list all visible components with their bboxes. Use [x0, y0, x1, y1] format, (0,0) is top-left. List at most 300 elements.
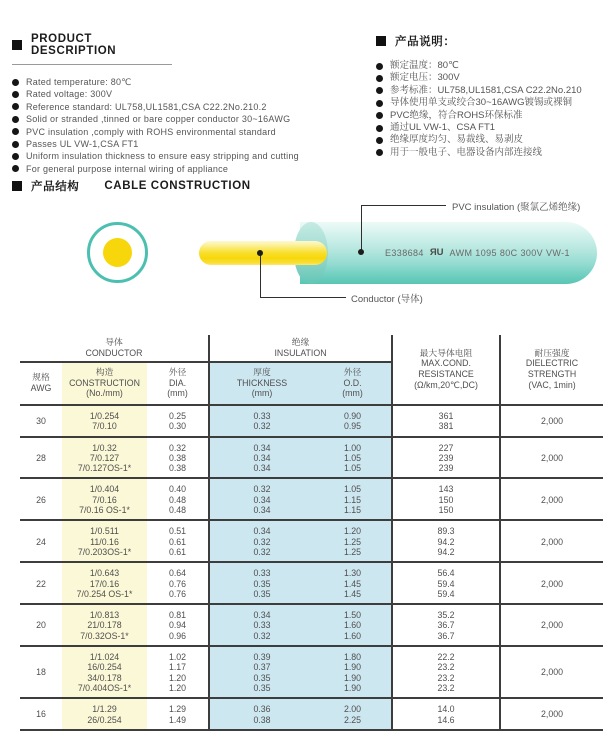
value-line: 1.29: [168, 704, 187, 715]
cable-print-spec: AWM 1095 80C 300V VW-1: [449, 247, 570, 258]
bullet-icon: [12, 153, 19, 160]
square-bullet-icon: [376, 36, 386, 46]
dielectric-header-line: (VAC, 1min): [528, 379, 576, 390]
resistance-header-line: (Ω/km,20℃,DC): [414, 379, 478, 390]
dia-cell: [147, 646, 209, 698]
resistance-column-header: [392, 335, 500, 405]
product-description-list: [12, 76, 370, 175]
value-line: 0.35: [253, 588, 271, 599]
value-line: 59.4: [437, 588, 455, 599]
value-line: 89.3: [437, 526, 455, 537]
thickness-cell: [209, 562, 314, 604]
value-line: 1.20: [168, 672, 187, 683]
value-line: 1.05: [343, 452, 362, 463]
list-item-text: Solid or stranded ,tinned or bare copper conductor 30~16AWG: [26, 114, 291, 125]
value-line: 1.45: [343, 578, 362, 589]
value-line: 2,000: [541, 578, 564, 589]
bullet-icon: [12, 165, 19, 172]
value-line: 0.40: [168, 484, 187, 495]
conductor-label: Conductor (导体): [351, 294, 423, 305]
od-cell: [314, 562, 392, 604]
value-line: 23.2: [437, 672, 455, 683]
value-line: 2,000: [541, 667, 564, 678]
list-item-text: 额定温度：80℃: [390, 60, 459, 71]
value-line: 0.48: [168, 505, 187, 516]
table-row: [20, 478, 603, 520]
bullet-icon: [376, 87, 383, 94]
value-line: 1.60: [343, 620, 362, 631]
awg-header-line: 规格: [32, 372, 50, 383]
list-item-text: 导体使用单支或绞合30~16AWG镀锡或裸铜: [390, 97, 573, 109]
thickness-cell: [209, 520, 314, 562]
value-line: 2,000: [541, 536, 564, 547]
awg-column-header: [20, 362, 62, 405]
dia-cell: [147, 520, 209, 562]
pvc-leader-line-horizontal: [361, 205, 446, 206]
value-line: 14.6: [437, 714, 455, 725]
value-line: 7/0.10: [92, 421, 117, 432]
value-line: 0.76: [168, 588, 187, 599]
od-header-line: 外径: [343, 367, 362, 378]
value-line: 239: [438, 452, 454, 463]
value-line: 0.95: [343, 421, 362, 432]
value-line: 18: [36, 667, 46, 678]
value-line: 17/0.16: [89, 578, 120, 589]
table-row: [20, 562, 603, 604]
list-item: [376, 60, 603, 72]
cable-conductor-body: [199, 241, 327, 265]
awg-cell: [20, 478, 62, 520]
value-line: 7/0.203OS-1*: [77, 546, 132, 557]
thickness-cell: [209, 646, 314, 698]
od-cell: [314, 478, 392, 520]
value-line: 0.32: [253, 536, 271, 547]
value-line: 0.34: [253, 526, 271, 537]
dia-cell: [147, 698, 209, 730]
value-line: 2,000: [541, 620, 564, 631]
spec-table-header: [20, 335, 603, 405]
thickness-header-line: (mm): [251, 388, 273, 399]
cable-construction-title: [12, 178, 251, 194]
value-line: 7/0.16: [92, 494, 117, 505]
construction-cell: [62, 698, 147, 730]
value-line: 20: [36, 620, 46, 631]
value-line: 24: [36, 536, 46, 547]
list-item: [12, 113, 370, 125]
value-line: 0.76: [168, 578, 187, 589]
value-line: 1.25: [343, 536, 362, 547]
value-line: 1.05: [343, 484, 362, 495]
construction-cell: [62, 520, 147, 562]
construction-column-header: [62, 362, 147, 405]
value-line: 1.49: [168, 714, 187, 725]
value-line: 30: [36, 416, 46, 427]
ul-recognized-mark-icon: ЯU: [429, 247, 444, 258]
value-line: 16: [36, 709, 46, 720]
value-line: 1.17: [168, 662, 187, 673]
value-line: 0.61: [168, 546, 187, 557]
insulation-group-header: [209, 335, 392, 362]
list-item: [376, 134, 603, 146]
insulation-group-zh: 绝缘: [291, 337, 310, 347]
square-bullet-icon: [12, 40, 22, 50]
value-line: 227: [438, 442, 454, 453]
product-description-cn-list: [376, 60, 603, 159]
value-line: 0.32: [253, 484, 271, 495]
value-line: 150: [438, 494, 454, 505]
value-line: 1.45: [343, 588, 362, 599]
list-item: [12, 150, 370, 162]
value-line: 23.2: [437, 682, 455, 693]
value-line: 2.25: [343, 714, 362, 725]
value-line: 150: [438, 505, 454, 516]
bullet-icon: [12, 141, 19, 148]
value-line: 56.4: [437, 568, 455, 579]
bullet-icon: [376, 149, 383, 156]
table-row: [20, 437, 603, 479]
value-line: 0.96: [168, 630, 187, 641]
list-item: [12, 76, 370, 88]
value-line: 1/0.32: [92, 442, 117, 453]
cable-print-legend: [385, 247, 599, 258]
resistance-cell: [392, 646, 500, 698]
pvc-leader-line-vertical: [361, 205, 362, 252]
list-item: [376, 97, 603, 109]
list-item-text: Rated voltage: 300V: [26, 89, 113, 100]
value-line: 1/0.254: [89, 410, 120, 421]
dielectric-header-line: STRENGTH: [527, 368, 577, 379]
table-row: [20, 604, 603, 646]
value-line: 35.2: [437, 610, 455, 621]
dia-cell: [147, 604, 209, 646]
bullet-icon: [376, 112, 383, 119]
dielectric-cell: [500, 604, 603, 646]
value-line: 1/1.024: [89, 652, 120, 663]
thickness-cell: [209, 698, 314, 730]
conductor-group-en: CONDUCTOR: [85, 347, 143, 358]
cable-cross-section-conductor: [103, 238, 132, 267]
table-row: [20, 405, 603, 437]
square-bullet-icon: [12, 181, 22, 191]
dia-cell: [147, 478, 209, 520]
value-line: 1.25: [343, 546, 362, 557]
value-line: 26: [36, 494, 46, 505]
list-item: [376, 122, 603, 134]
construction-cell: [62, 646, 147, 698]
od-cell: [314, 698, 392, 730]
awg-cell: [20, 562, 62, 604]
value-line: 0.35: [253, 672, 271, 683]
list-item-text: 用于一般电子、电器设备内部连接线: [390, 146, 543, 158]
value-line: 7/0.404OS-1*: [77, 682, 132, 693]
product-description-cn-title-text: 产品说明：: [395, 36, 456, 48]
value-line: 0.34: [253, 610, 271, 621]
value-line: 1.00: [343, 442, 362, 453]
value-line: 7/0.127: [89, 452, 120, 463]
value-line: 1.60: [343, 630, 362, 641]
awg-cell: [20, 646, 62, 698]
value-line: 26/0.254: [87, 714, 122, 725]
list-item: [12, 163, 370, 175]
bullet-icon: [376, 75, 383, 82]
value-line: 1.20: [168, 682, 187, 693]
list-item: [376, 147, 603, 159]
value-line: 11/0.16: [90, 536, 119, 547]
list-item-text: Passes UL VW-1,CSA FT1: [26, 139, 139, 150]
resistance-header-line: RESISTANCE: [418, 368, 474, 379]
value-line: 1.50: [343, 610, 362, 621]
conductor-leader-dot: [257, 250, 263, 256]
bullet-icon: [376, 125, 383, 132]
value-line: 36.7: [437, 630, 455, 641]
od-column-header: [314, 362, 392, 405]
thickness-column-header: [209, 362, 314, 405]
dia-header-line: (mm): [167, 388, 188, 399]
bullet-icon: [12, 103, 19, 110]
cable-construction-title-zh: 产品结构: [31, 181, 80, 193]
value-line: 0.94: [168, 620, 187, 631]
awg-cell: [20, 405, 62, 437]
list-item: [12, 138, 370, 150]
dielectric-column-header: [500, 335, 603, 405]
dielectric-cell: [500, 437, 603, 479]
value-line: 22.2: [437, 652, 455, 663]
product-description-section: [12, 33, 370, 175]
value-line: 34/0.178: [87, 672, 122, 683]
table-row: [20, 520, 603, 562]
bullet-icon: [376, 137, 383, 144]
cable-cert-number: E338684: [385, 247, 424, 258]
value-line: 143: [438, 484, 454, 495]
od-header-line: (mm): [342, 388, 363, 399]
value-line: 2,000: [541, 416, 564, 427]
value-line: 7/0.254 OS-1*: [76, 588, 133, 599]
bullet-icon: [12, 79, 19, 86]
value-line: 0.38: [168, 463, 187, 474]
value-line: 7/0.16 OS-1*: [79, 505, 130, 516]
dia-header-line: DIA.: [168, 377, 187, 388]
bullet-icon: [12, 128, 19, 135]
value-line: 0.32: [253, 421, 271, 432]
spec-table-body: [20, 405, 603, 730]
value-line: 2,000: [541, 452, 564, 463]
od-cell: [314, 520, 392, 562]
value-line: 1/0.511: [90, 526, 119, 537]
value-line: 2,000: [541, 494, 564, 505]
value-line: 0.37: [253, 662, 271, 673]
value-line: 0.51: [168, 526, 187, 537]
pvc-leader-dot: [358, 249, 364, 255]
value-line: 1/0.813: [89, 610, 120, 621]
list-item-text: PVC insulation ,comply with ROHS environmental standard: [26, 126, 276, 137]
bullet-icon: [376, 100, 383, 107]
bullet-icon: [376, 63, 383, 70]
value-line: 1/0.643: [89, 568, 120, 579]
value-line: 0.34: [253, 505, 271, 516]
value-line: 0.38: [253, 714, 271, 725]
product-description-title-text: PRODUCT DESCRIPTION: [31, 33, 117, 57]
dia-cell: [147, 562, 209, 604]
resistance-header-line: MAX.COND.: [421, 358, 471, 369]
od-cell: [314, 405, 392, 437]
dielectric-cell: [500, 478, 603, 520]
value-line: 1.20: [343, 526, 362, 537]
spec-table: [20, 335, 603, 731]
resistance-header-line: 最大导体电阻: [419, 347, 473, 358]
list-item-text: 额定电压：300V: [390, 72, 460, 84]
table-row: [20, 698, 603, 730]
dielectric-cell: [500, 562, 603, 604]
value-line: 361: [438, 410, 454, 421]
list-item-text: 参考标准：UL758,UL1581,CSA C22.2No.210: [390, 84, 582, 96]
cable-construction-title-en: CABLE CONSTRUCTION: [104, 180, 251, 192]
list-item-text: Uniform insulation thickness to ensure easy stripping and cutting: [26, 151, 299, 162]
value-line: 22: [36, 578, 46, 589]
value-line: 7/0.32OS-1*: [80, 630, 129, 641]
value-line: 1.90: [343, 672, 362, 683]
dielectric-header-line: DIELECTRIC: [525, 358, 579, 369]
od-cell: [314, 437, 392, 479]
value-line: 0.33: [253, 410, 271, 421]
list-item-text: Rated temperature: 80℃: [26, 77, 132, 87]
conductor-group-header: [20, 335, 209, 362]
resistance-cell: [392, 437, 500, 479]
dielectric-cell: [500, 405, 603, 437]
construction-cell: [62, 437, 147, 479]
list-item-text: For general purpose internal wiring of appliance: [26, 163, 229, 174]
value-line: 0.81: [168, 610, 187, 621]
construction-cell: [62, 405, 147, 437]
value-line: 0.90: [343, 410, 362, 421]
list-item: [12, 126, 370, 138]
list-item: [376, 110, 603, 122]
table-row: [20, 646, 603, 698]
value-line: 0.34: [253, 452, 271, 463]
awg-cell: [20, 520, 62, 562]
resistance-cell: [392, 698, 500, 730]
value-line: 0.33: [253, 620, 271, 631]
resistance-cell: [392, 604, 500, 646]
value-line: 0.35: [253, 682, 271, 693]
value-line: 1/1.29: [92, 704, 117, 715]
list-item-text: 绝缘厚度均匀、易裁线、易剥皮: [390, 134, 524, 146]
construction-header-line: CONSTRUCTION: [69, 377, 140, 388]
awg-cell: [20, 698, 62, 730]
value-line: 1.80: [343, 652, 362, 663]
awg-cell: [20, 604, 62, 646]
construction-cell: [62, 562, 147, 604]
conductor-leader-line-horizontal: [260, 297, 346, 298]
awg-header-line: AWG: [30, 383, 52, 394]
value-line: 0.34: [253, 442, 271, 453]
dielectric-cell: [500, 698, 603, 730]
value-line: 1.30: [343, 568, 362, 579]
value-line: 2.00: [343, 704, 362, 715]
resistance-cell: [392, 520, 500, 562]
thickness-cell: [209, 437, 314, 479]
od-cell: [314, 604, 392, 646]
value-line: 0.38: [168, 452, 187, 463]
value-line: 0.34: [253, 494, 271, 505]
insulation-group-en: INSULATION: [274, 347, 327, 358]
conductor-group-zh: 导体: [105, 337, 123, 347]
list-item-text: Reference standard: UL758,UL1581,CSA C22.2No.210.2: [26, 101, 267, 112]
value-line: 0.32: [253, 630, 271, 641]
bullet-icon: [12, 91, 19, 98]
value-line: 1/0.404: [89, 484, 120, 495]
value-line: 23.2: [437, 662, 455, 673]
list-item: [376, 72, 603, 84]
value-line: 0.61: [168, 536, 187, 547]
value-line: 1.02: [168, 652, 187, 663]
value-line: 0.32: [253, 546, 271, 557]
group-header-row: [20, 335, 603, 362]
thickness-cell: [209, 405, 314, 437]
value-line: 0.48: [168, 494, 187, 505]
value-line: 59.4: [437, 578, 455, 589]
awg-cell: [20, 437, 62, 479]
bullet-icon: [12, 116, 19, 123]
value-line: 0.64: [168, 568, 187, 579]
pvc-insulation-label: PVC insulation (聚氯乙烯绝缘): [452, 202, 581, 213]
value-line: 94.2: [437, 546, 455, 557]
resistance-cell: [392, 405, 500, 437]
value-line: 0.25: [168, 410, 187, 421]
thickness-cell: [209, 604, 314, 646]
value-line: 2,000: [541, 709, 564, 720]
value-line: 1.90: [343, 662, 362, 673]
dia-cell: [147, 405, 209, 437]
resistance-cell: [392, 562, 500, 604]
value-line: 0.33: [253, 568, 271, 579]
dia-header-line: 外径: [168, 367, 187, 378]
dielectric-header-line: 耐压强度: [534, 347, 570, 358]
product-description-cn-title: [376, 33, 603, 49]
list-item: [12, 88, 370, 100]
dielectric-cell: [500, 646, 603, 698]
value-line: 0.35: [253, 578, 271, 589]
product-description-cn-section: [376, 33, 603, 159]
construction-header-line: (No./mm): [86, 388, 123, 399]
value-line: 381: [438, 421, 454, 432]
value-line: 0.39: [253, 652, 271, 663]
list-item-text: 通过UL VW-1、CSA FT1: [390, 122, 496, 134]
value-line: 1.90: [343, 682, 362, 693]
value-line: 94.2: [437, 536, 455, 547]
construction-cell: [62, 478, 147, 520]
dielectric-cell: [500, 520, 603, 562]
value-line: 36.7: [437, 620, 455, 631]
construction-cell: [62, 604, 147, 646]
list-item-text: PVC绝缘，符合ROHS环保标准: [390, 109, 523, 121]
value-line: 16/0.254: [87, 662, 122, 673]
conductor-leader-line-vertical: [260, 252, 261, 298]
product-description-title: [12, 33, 172, 65]
value-line: 1.15: [343, 505, 362, 516]
list-item: [376, 85, 603, 97]
value-line: 0.36: [253, 704, 271, 715]
od-header-line: O.D.: [343, 377, 362, 388]
value-line: 14.0: [437, 704, 455, 715]
value-line: 0.32: [168, 442, 187, 453]
value-line: 0.34: [253, 463, 271, 474]
value-line: 0.30: [168, 421, 187, 432]
list-item: [12, 101, 370, 113]
dia-cell: [147, 437, 209, 479]
thickness-header-line: 厚度: [253, 367, 271, 378]
od-cell: [314, 646, 392, 698]
value-line: 21/0.178: [87, 620, 122, 631]
